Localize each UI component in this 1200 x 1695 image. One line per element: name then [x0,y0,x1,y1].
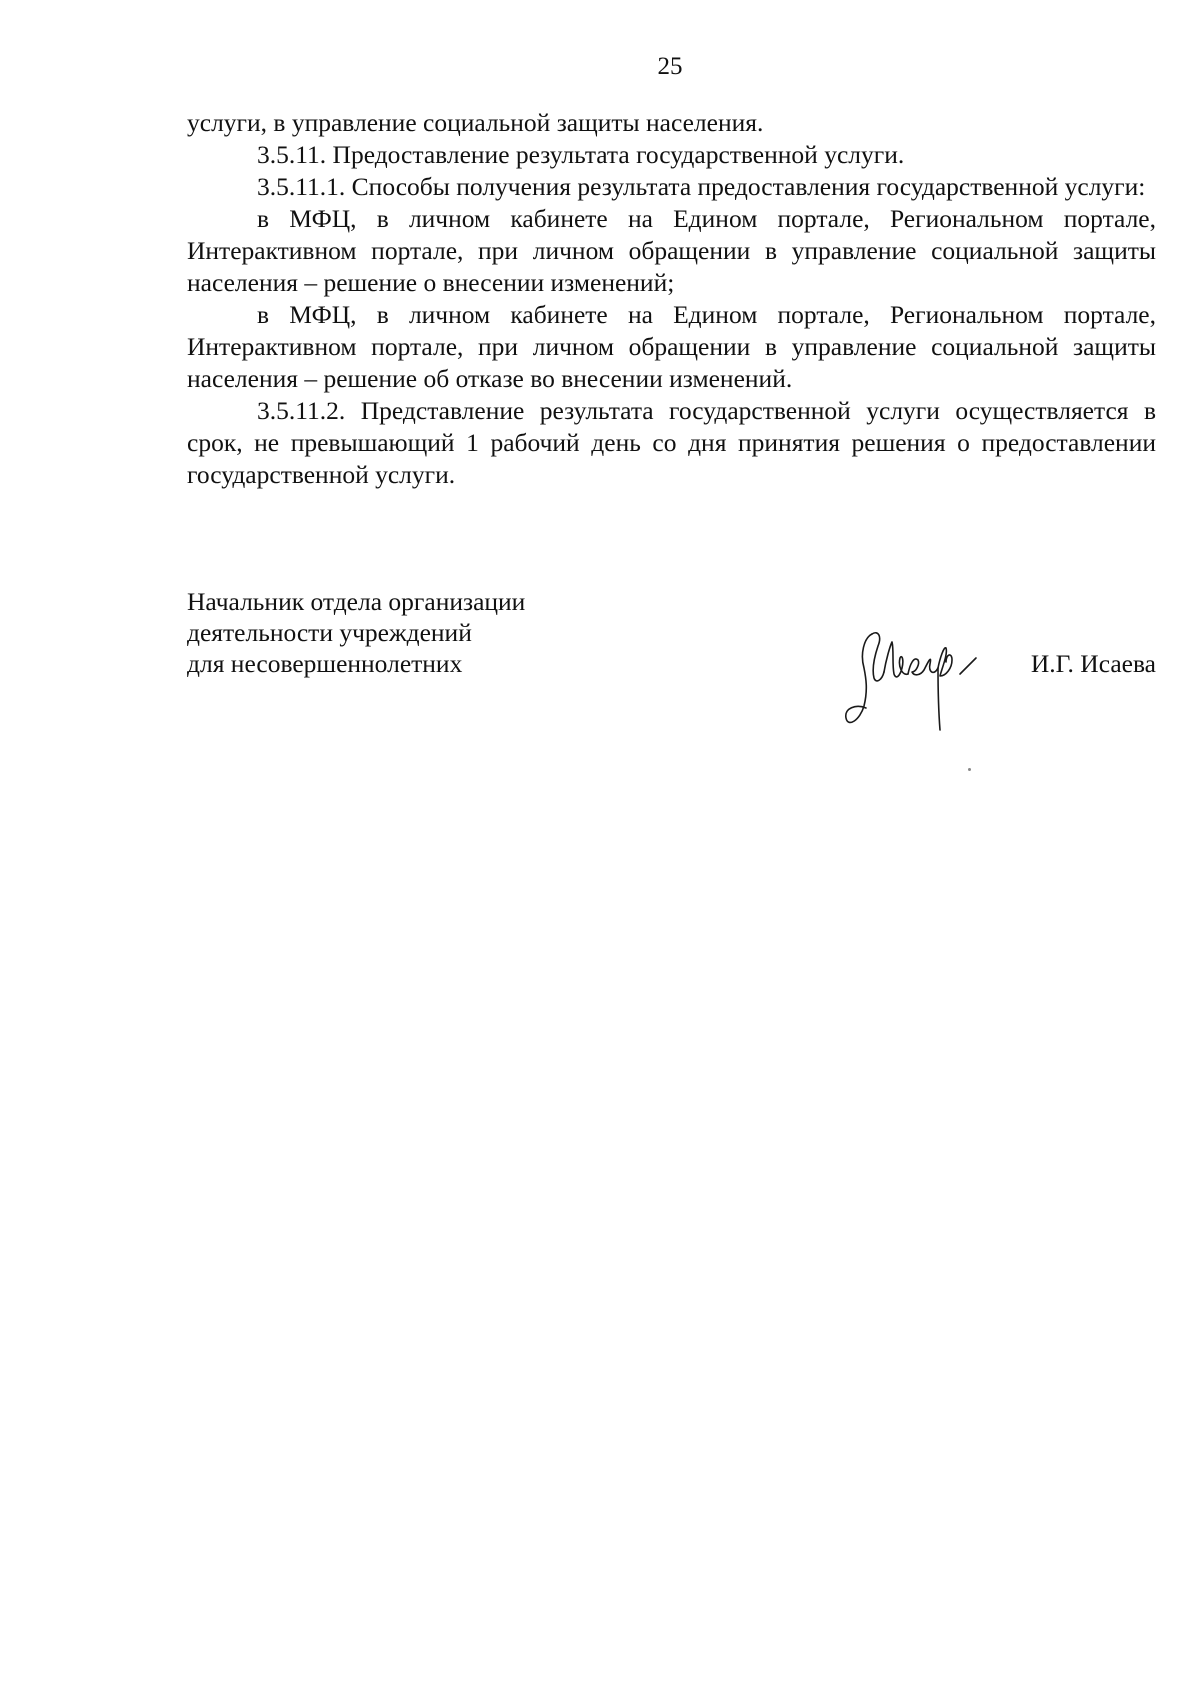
paragraph: в МФЦ, в личном кабинете на Едином портале, Региональном портале, Интерактивном портале, при личном обращении в управление социальной защиты населения – решение об отказе во внесении изменений. [187,300,1156,393]
signature-block [187,586,1156,726]
handwritten-signature [842,624,982,734]
signer-position-line: деятельности учреждений [187,618,472,647]
page-number: 25 [657,53,683,80]
paragraph: в МФЦ, в личном кабинете на Едином портале, Региональном портале, Интерактивном портале, при личном обращении в управление социальной защиты населения – решение о внесении изменений; [187,204,1156,297]
document-body [187,107,1156,491]
signer-position-line: Начальник отдела организации [187,587,526,616]
paragraph: 3.5.11.2. Представление результата государственной услуги осуществляется в срок, не превышающий 1 рабочий день со дня принятия решения о предоставлении государственной услуги. [187,396,1156,489]
signer-position-line: для несовершеннолетних [187,649,463,678]
signer-position [187,586,525,679]
paragraph: 3.5.11. Предоставление результата государственной услуги. [257,140,905,169]
scan-speck [968,768,971,771]
signer-name: И.Г. Исаева [1030,649,1156,678]
paragraph: услуги, в управление социальной защиты населения. [187,108,764,137]
paragraph: 3.5.11.1. Способы получения результата предоставления государственной услуги: [257,172,1146,201]
